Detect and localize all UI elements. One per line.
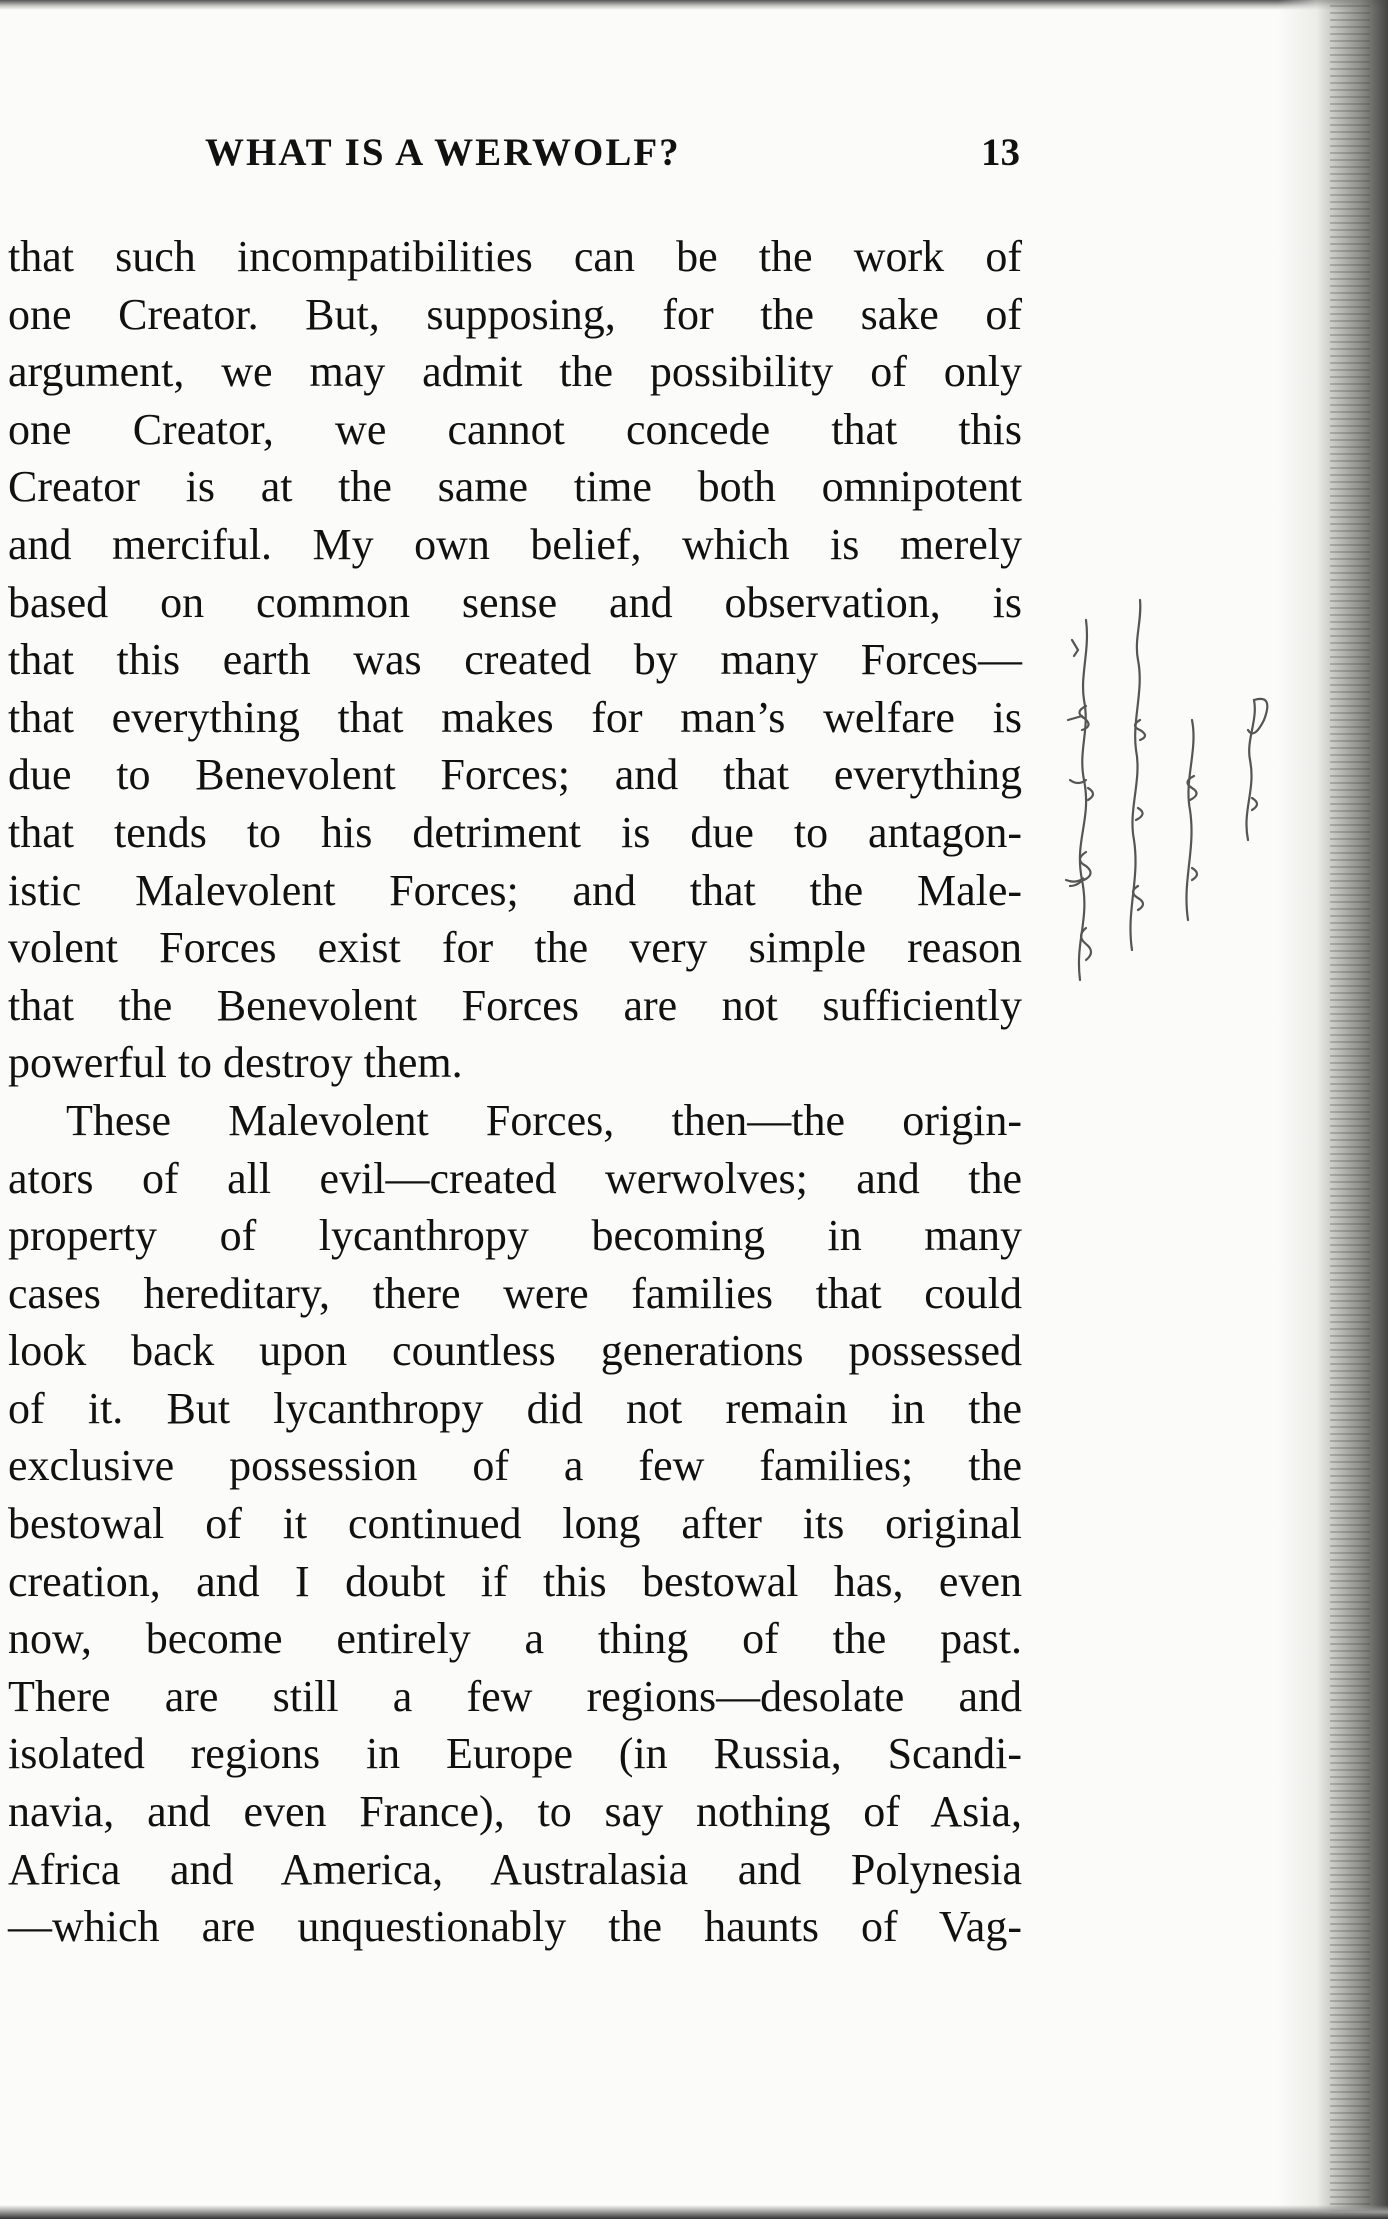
- body-text: [8, 228, 1022, 1956]
- text-line: exclusive possession of a few families; the: [8, 1441, 1022, 1491]
- text-line: navia, and even France), to say nothing of Asia,: [8, 1787, 1022, 1837]
- text-line: look back upon countless generations possessed: [8, 1326, 1022, 1376]
- text-line: that tends to his detriment is due to antagon-: [8, 807, 1022, 857]
- text-line: argument, we may admit the possibility of only: [8, 347, 1022, 397]
- text-line: and merciful. My own belief, which is merely: [8, 519, 1022, 569]
- text-line: due to Benevolent Forces; and that everything: [8, 750, 1022, 800]
- page-header: [205, 130, 1020, 180]
- text-line: that this earth was created by many Forces—: [8, 635, 1022, 685]
- page-right-edge: [1278, 0, 1388, 2219]
- text-line: creation, and I doubt if this bestowal has, even: [8, 1556, 1022, 1606]
- text-line: These Malevolent Forces, then—the origin-: [66, 1095, 1022, 1145]
- text-line: —which are unquestionably the haunts of Vag-: [8, 1902, 1022, 1952]
- page-number: 13: [981, 131, 1020, 174]
- text-line: now, become entirely a thing of the past.: [8, 1614, 1022, 1664]
- text-line: of it. But lycanthropy did not remain in the: [8, 1383, 1022, 1433]
- text-line: property of lycanthropy becoming in many: [8, 1211, 1022, 1261]
- handwritten-margin-note-icon: [1060, 580, 1290, 1000]
- text-line: Creator is at the same time both omnipotent: [8, 462, 1022, 512]
- text-line: isolated regions in Europe (in Russia, Scandi-: [8, 1729, 1022, 1779]
- page-bottom-edge: [0, 2205, 1388, 2219]
- text-line: cases hereditary, there were families that could: [8, 1268, 1022, 1318]
- text-line: that the Benevolent Forces are not sufficiently: [8, 980, 1022, 1030]
- text-line: ators of all evil—created werwolves; and the: [8, 1153, 1022, 1203]
- text-line: one Creator, we cannot concede that this: [8, 404, 1022, 454]
- text-line: powerful to destroy them.: [8, 1038, 463, 1088]
- text-line: volent Forces exist for the very simple reason: [8, 923, 1022, 973]
- page-top-edge: [0, 0, 1388, 10]
- text-line: that everything that makes for man’s welfare is: [8, 692, 1022, 742]
- text-line: Africa and America, Australasia and Polynesia: [8, 1844, 1022, 1894]
- text-line: one Creator. But, supposing, for the sake of: [8, 289, 1022, 339]
- text-line: istic Malevolent Forces; and that the Male-: [8, 865, 1022, 915]
- text-line: bestowal of it continued long after its original: [8, 1499, 1022, 1549]
- text-line: There are still a few regions—desolate and: [8, 1671, 1022, 1721]
- text-line: based on common sense and observation, is: [8, 577, 1022, 627]
- text-line: that such incompatibilities can be the work of: [8, 232, 1022, 281]
- running-head: WHAT IS A WERWOLF?: [205, 131, 681, 174]
